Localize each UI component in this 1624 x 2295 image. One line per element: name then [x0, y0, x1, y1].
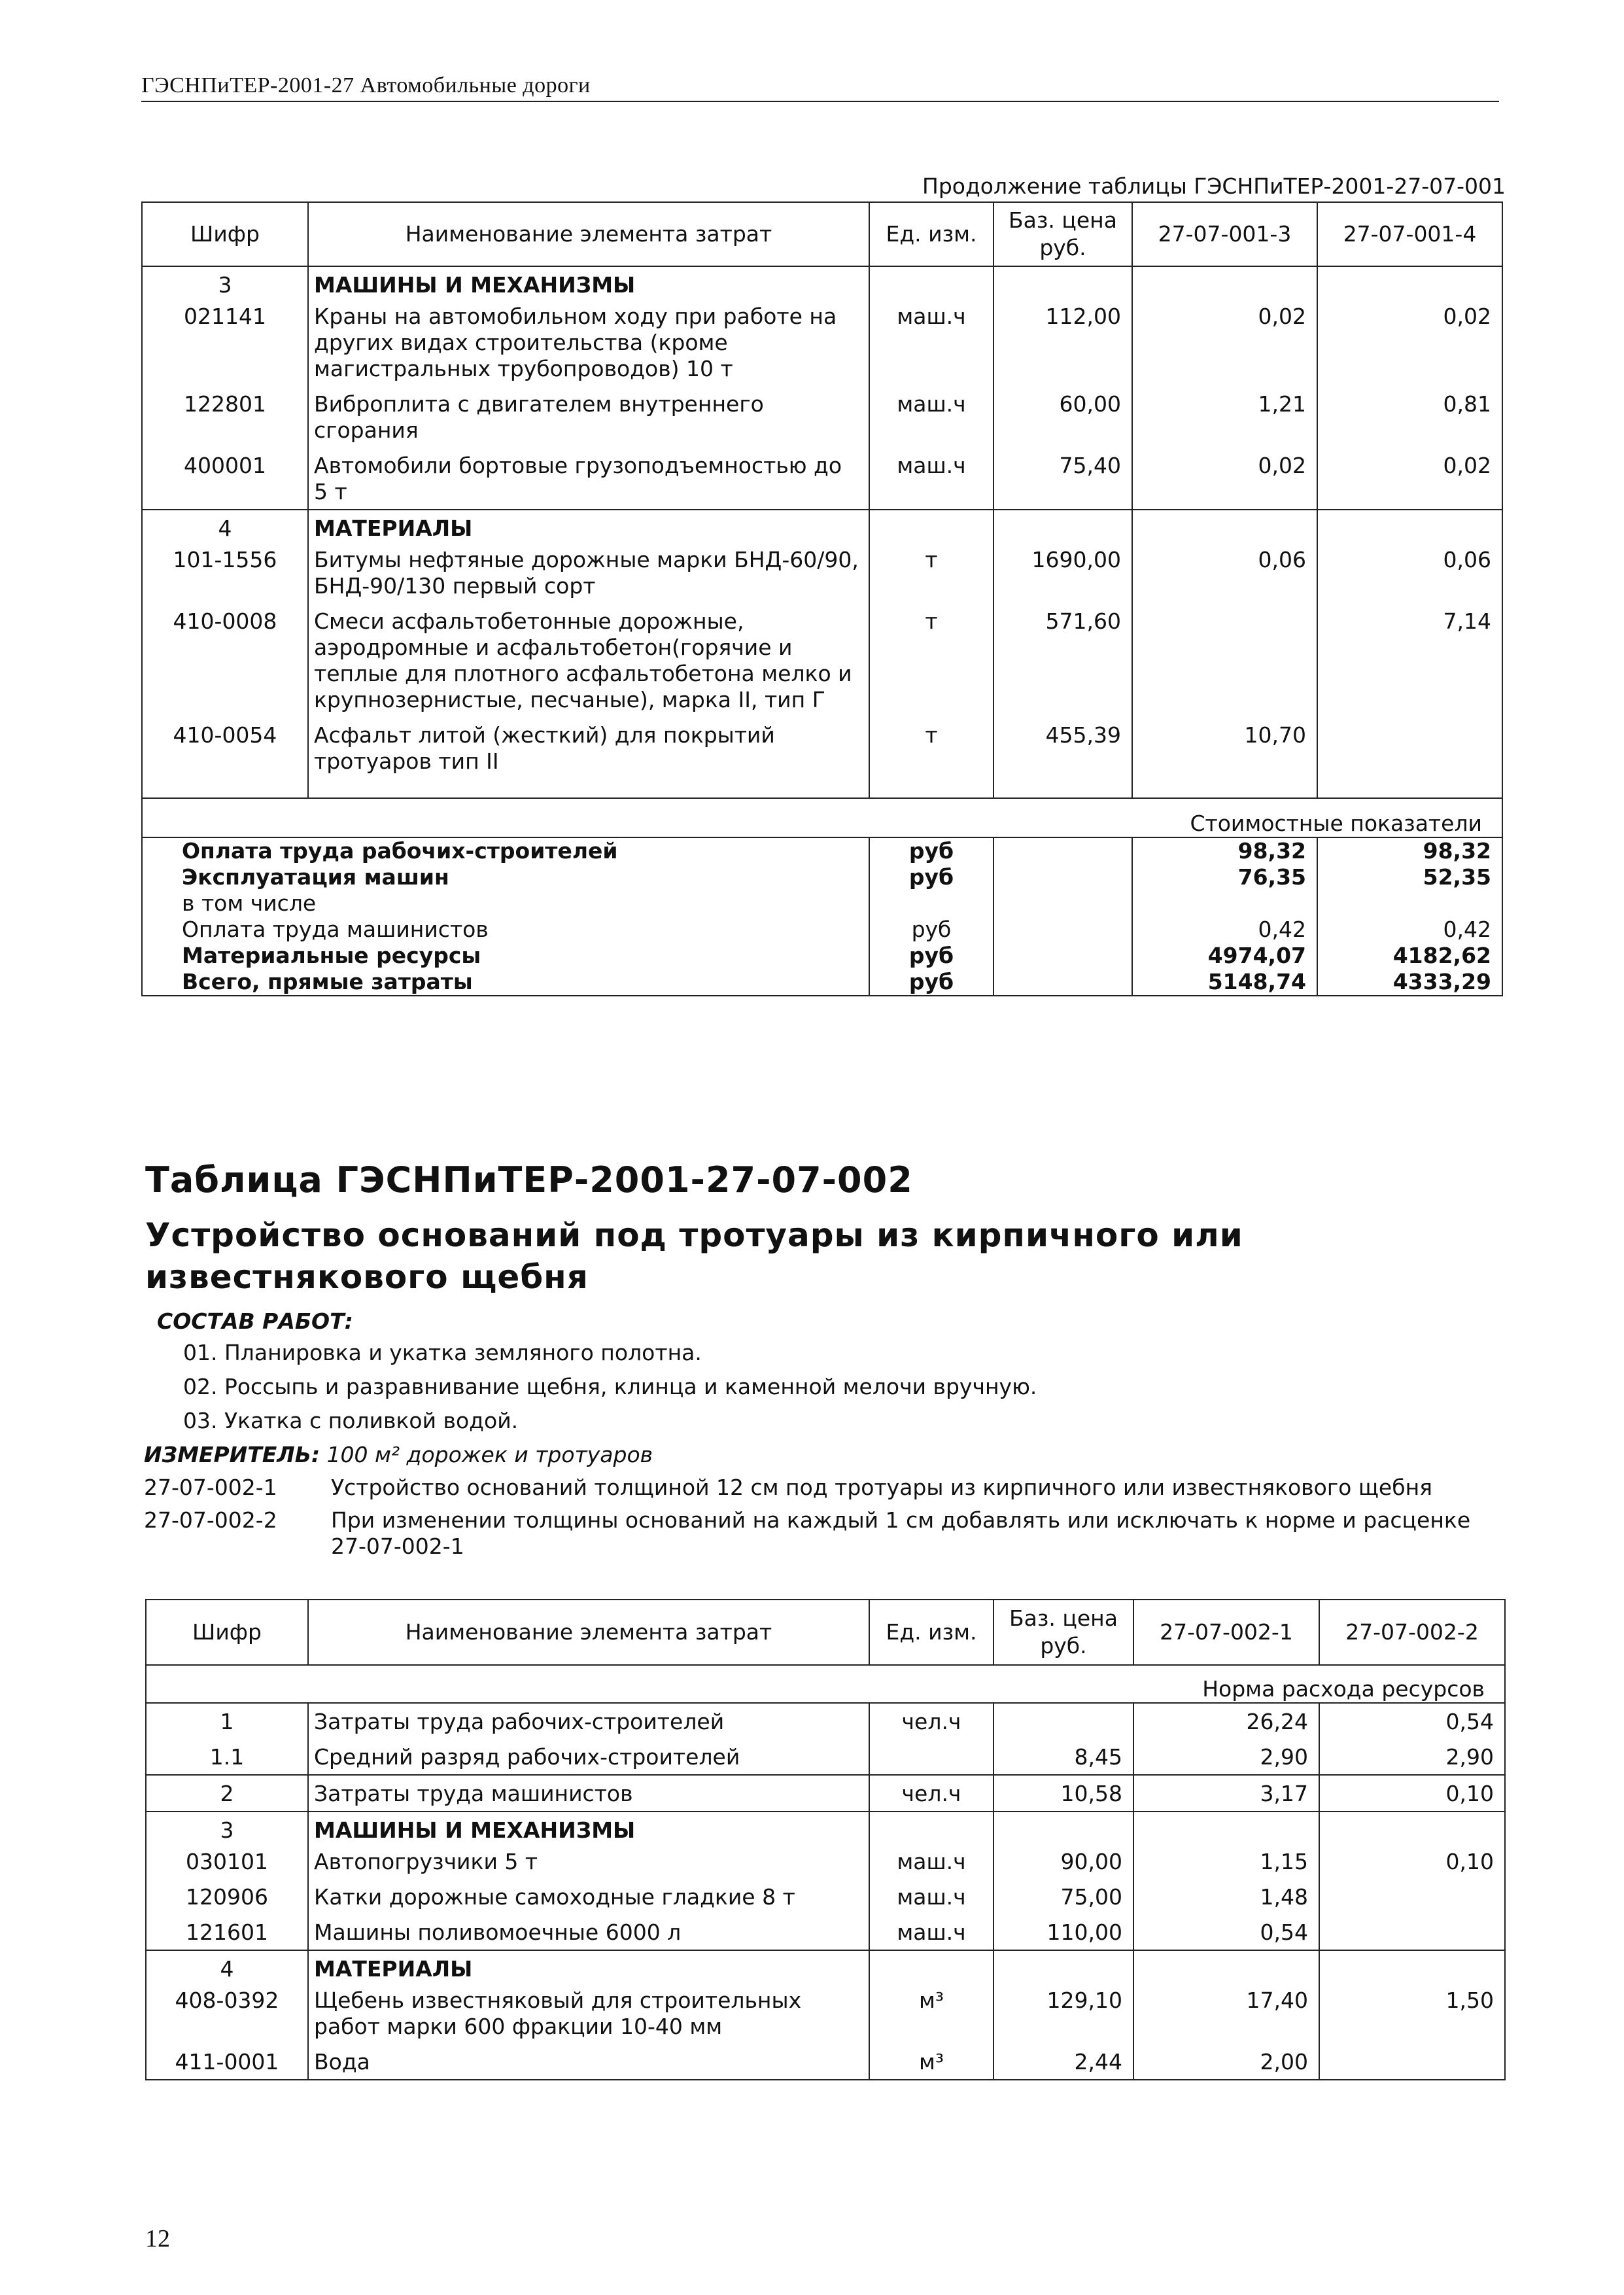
header-name: Наименование элемента затрат	[308, 202, 869, 266]
table-row	[146, 1879, 1505, 1914]
page-number: 12	[145, 2225, 170, 2252]
table-header-row	[146, 1600, 1505, 1665]
table-row	[142, 447, 1502, 510]
header-code: Шифр	[146, 1600, 308, 1665]
table-row	[146, 1739, 1505, 1775]
row-price: 2,44	[993, 2044, 1133, 2080]
table-header-row	[142, 202, 1502, 266]
table-row	[142, 386, 1502, 447]
row-name: Катки дорожные самоходные гладкие 8 т	[308, 1879, 869, 1914]
section-number: 3	[218, 272, 232, 298]
table-row	[146, 1703, 1505, 1739]
resource-table-2	[145, 1599, 1506, 2080]
header-col2: 27-07-002-2	[1319, 1600, 1505, 1665]
header-name: Наименование элемента затрат	[308, 1600, 869, 1665]
cost-row	[142, 837, 1502, 864]
cost-row-value-2	[1317, 890, 1502, 917]
row-value-1: 0,02	[1132, 298, 1317, 386]
variant-text: Устройство оснований толщиной 12 см под тротуары из кирпичного или известнякового щебня	[331, 1475, 1432, 1500]
cost-row	[142, 943, 1502, 969]
variant-code: 27-07-002-1	[144, 1475, 277, 1500]
row-value-1: 17,40	[1133, 1982, 1319, 2044]
row-unit: маш.ч	[869, 386, 993, 447]
row-name: Щебень известняковый для строительных работ марки 600 фракции 10-40 мм	[308, 1982, 869, 2044]
row-price: 75,40	[993, 447, 1132, 510]
cost-row-value-1: 98,32	[1132, 837, 1317, 864]
header-col2: 27-07-001-4	[1317, 202, 1502, 266]
header-price: Баз. цена руб.	[993, 202, 1132, 266]
cost-row-name: Материальные ресурсы	[182, 943, 481, 968]
row-code: 021141	[184, 304, 266, 329]
row-value-1: 0,54	[1133, 1914, 1319, 1950]
cost-row-unit: руб	[869, 969, 993, 996]
row-value-2: 2,90	[1319, 1739, 1505, 1775]
row-value-2	[1319, 1914, 1505, 1950]
row-name: Затраты труда машинистов	[308, 1775, 869, 1812]
variant-text: При изменении толщины оснований на каждый 1 см добавлять или исключать к норме и расценке 27-07-002-1	[331, 1507, 1471, 1559]
table-row	[146, 1982, 1505, 2044]
cost-row-unit: руб	[869, 837, 993, 864]
row-code: 2	[146, 1775, 308, 1812]
row-price: 110,00	[993, 1914, 1133, 1950]
cost-row-name: Оплата труда машинистов	[182, 917, 489, 942]
resource-table-1	[141, 201, 1503, 996]
table-continuation-caption: Продолжение таблицы ГЭСНПиТЕР-2001-27-07-001	[922, 173, 1506, 199]
row-unit: т	[869, 717, 993, 779]
row-value-2	[1317, 717, 1502, 779]
cost-row-value-1: 4974,07	[1132, 943, 1317, 969]
row-code: 1	[146, 1703, 308, 1739]
row-name: Вода	[308, 2044, 869, 2080]
row-name: Машины поливомоечные 6000 л	[308, 1914, 869, 1950]
table-row	[142, 603, 1502, 717]
row-unit	[869, 1739, 993, 1775]
row-code: 121601	[186, 1919, 268, 1945]
row-code: 030101	[186, 1849, 268, 1874]
cost-row-name: в том числе	[182, 890, 317, 916]
work-item: 02. Россыпь и разравнивание щебня, клинца и каменной мелочи вручную.	[183, 1374, 1037, 1399]
row-value-2: 7,14	[1317, 603, 1502, 717]
cost-row-unit: руб	[869, 917, 993, 943]
row-price	[993, 1703, 1133, 1739]
header-col1: 27-07-001-3	[1132, 202, 1317, 266]
row-price: 1690,00	[993, 542, 1132, 603]
table-row	[146, 2044, 1505, 2080]
table-row	[142, 298, 1502, 386]
row-price: 90,00	[993, 1844, 1133, 1879]
row-unit: маш.ч	[869, 447, 993, 510]
row-unit: м³	[869, 1982, 993, 2044]
row-value-2: 0,02	[1317, 298, 1502, 386]
measure-label: ИЗМЕРИТЕЛЬ:	[144, 1442, 320, 1467]
row-value-1: 3,17	[1133, 1775, 1319, 1812]
table-row	[142, 542, 1502, 603]
cost-row-value-1: 76,35	[1132, 864, 1317, 890]
row-unit: чел.ч	[869, 1703, 993, 1739]
row-code: 101-1556	[173, 547, 277, 572]
header-unit: Ед. изм.	[869, 202, 993, 266]
section-title-row	[142, 266, 1502, 298]
row-value-1: 2,90	[1133, 1739, 1319, 1775]
section-title-row	[146, 1812, 1505, 1844]
section-title: МАШИНЫ И МЕХАНИЗМЫ	[308, 266, 869, 298]
cost-row-unit: руб	[869, 864, 993, 890]
row-code: 122801	[184, 391, 266, 417]
cost-row-value-2: 0,42	[1317, 917, 1502, 943]
section-number: 4	[142, 510, 308, 542]
header-unit: Ед. изм.	[869, 1600, 993, 1665]
table-title: Таблица ГЭСНПиТЕР-2001-27-07-002	[145, 1159, 913, 1200]
section-title-row	[146, 1950, 1505, 1982]
norm-caption: Норма расхода ресурсов	[1202, 1676, 1485, 1702]
work-item: 01. Планировка и укатка земляного полотна.	[183, 1340, 702, 1365]
cost-row-name: Эксплуатация машин	[182, 864, 449, 890]
cost-caption-row	[142, 798, 1502, 837]
row-code: 400001	[184, 453, 266, 478]
row-value-2: 0,10	[1319, 1775, 1505, 1812]
row-value-1: 2,00	[1133, 2044, 1319, 2080]
table-subtitle: Устройство оснований под тротуары из кирпичного или известнякового щебня	[145, 1216, 1243, 1296]
row-value-2: 0,02	[1317, 447, 1502, 510]
row-name: Виброплита с двигателем внутреннего сгорания	[308, 386, 869, 447]
row-value-1: 26,24	[1133, 1703, 1319, 1739]
work-composition-title: СОСТАВ РАБОТ:	[157, 1308, 353, 1334]
row-unit: чел.ч	[869, 1775, 993, 1812]
section-number: 3	[146, 1812, 308, 1844]
section-title: МАШИНЫ И МЕХАНИЗМЫ	[308, 1812, 869, 1844]
row-value-2: 0,06	[1317, 542, 1502, 603]
cost-row-value-1: 5148,74	[1132, 969, 1317, 996]
cost-row	[142, 864, 1502, 890]
row-value-2: 0,54	[1319, 1703, 1505, 1739]
row-name: Битумы нефтяные дорожные марки БНД-60/90, БНД-90/130 первый сорт	[308, 542, 869, 603]
cost-row-value-2: 4182,62	[1317, 943, 1502, 969]
variant-code: 27-07-002-2	[144, 1507, 277, 1533]
row-code: 1.1	[209, 1744, 245, 1770]
cost-row-value-1: 0,42	[1132, 917, 1317, 943]
table-row	[146, 1775, 1505, 1812]
header-code: Шифр	[142, 202, 308, 266]
cost-row-unit: руб	[869, 943, 993, 969]
row-price: 60,00	[993, 386, 1132, 447]
cost-row-name: Оплата труда рабочих-строителей	[142, 837, 869, 864]
cost-row-value-2: 4333,29	[1317, 969, 1502, 996]
header-col1: 27-07-002-1	[1133, 1600, 1319, 1665]
row-value-1: 0,06	[1132, 542, 1317, 603]
table-row	[146, 1844, 1505, 1879]
row-value-2	[1319, 1879, 1505, 1914]
row-name: Средний разряд рабочих-строителей	[308, 1739, 869, 1775]
row-price: 10,58	[993, 1775, 1133, 1812]
work-item: 03. Укатка с поливкой водой.	[183, 1408, 519, 1433]
cost-row	[142, 917, 1502, 943]
section-title-row	[142, 510, 1502, 542]
section-title: МАТЕРИАЛЫ	[308, 1950, 869, 1982]
row-price: 8,45	[993, 1739, 1133, 1775]
row-unit: маш.ч	[869, 1879, 993, 1914]
row-value-1	[1132, 603, 1317, 717]
row-price: 455,39	[993, 717, 1132, 779]
row-name: Автомобили бортовые грузоподъемностью до 5 т	[308, 447, 869, 510]
section-title: МАТЕРИАЛЫ	[308, 510, 869, 542]
norm-caption-row	[146, 1665, 1505, 1703]
cost-row	[142, 890, 1502, 917]
row-value-2	[1319, 2044, 1505, 2080]
row-code: 408-0392	[175, 1988, 279, 2013]
row-name: Затраты труда рабочих-строителей	[308, 1703, 869, 1739]
row-name: Автопогрузчики 5 т	[308, 1844, 869, 1879]
row-price: 75,00	[993, 1879, 1133, 1914]
measure-value: 100 м² дорожек и тротуаров	[326, 1442, 653, 1467]
row-unit: маш.ч	[869, 298, 993, 386]
row-value-2: 0,10	[1319, 1844, 1505, 1879]
cost-row-name: Всего, прямые затраты	[182, 969, 473, 994]
row-price: 112,00	[993, 298, 1132, 386]
running-header: ГЭСНПиТЕР-2001-27 Автомобильные дороги	[141, 73, 1499, 102]
header-price: Баз. цена руб.	[993, 1600, 1133, 1665]
section-number: 4	[146, 1950, 308, 1982]
row-price: 129,10	[993, 1982, 1133, 2044]
cost-row-value-1	[1132, 890, 1317, 917]
cost-row-unit	[869, 890, 993, 917]
row-code: 411-0001	[175, 2049, 279, 2075]
row-unit: т	[869, 542, 993, 603]
cost-row-value-2: 52,35	[1317, 864, 1502, 890]
row-value-1: 1,21	[1132, 386, 1317, 447]
row-name: Краны на автомобильном ходу при работе на других видах строительства (кроме магистральных трубопроводов) 10 т	[308, 298, 869, 386]
row-value-1: 1,15	[1133, 1844, 1319, 1879]
row-code: 410-0008	[173, 608, 277, 634]
table-row	[146, 1914, 1505, 1950]
row-value-2: 1,50	[1319, 1982, 1505, 2044]
row-name: Асфальт литой (жесткий) для покрытий тротуаров тип II	[308, 717, 869, 779]
cost-caption: Стоимостные показатели	[142, 798, 1502, 837]
measure-line	[144, 1442, 653, 1467]
row-value-1: 1,48	[1133, 1879, 1319, 1914]
row-value-1: 10,70	[1132, 717, 1317, 779]
cost-row	[142, 969, 1502, 996]
row-name: Смеси асфальтобетонные дорожные, аэродромные и асфальтобетон(горячие и теплые для плотного асфальтобетона мелко и крупнозернистые, песчаные), марка II, тип Г	[308, 603, 869, 717]
cost-row-value-2: 98,32	[1317, 837, 1502, 864]
row-value-2: 0,81	[1317, 386, 1502, 447]
row-code: 410-0054	[173, 722, 277, 748]
row-value-1: 0,02	[1132, 447, 1317, 510]
row-price: 571,60	[993, 603, 1132, 717]
row-unit: т	[869, 603, 993, 717]
row-code: 120906	[186, 1884, 268, 1910]
table-row	[142, 717, 1502, 779]
row-unit: маш.ч	[869, 1844, 993, 1879]
row-unit: м³	[869, 2044, 993, 2080]
row-unit: маш.ч	[869, 1914, 993, 1950]
